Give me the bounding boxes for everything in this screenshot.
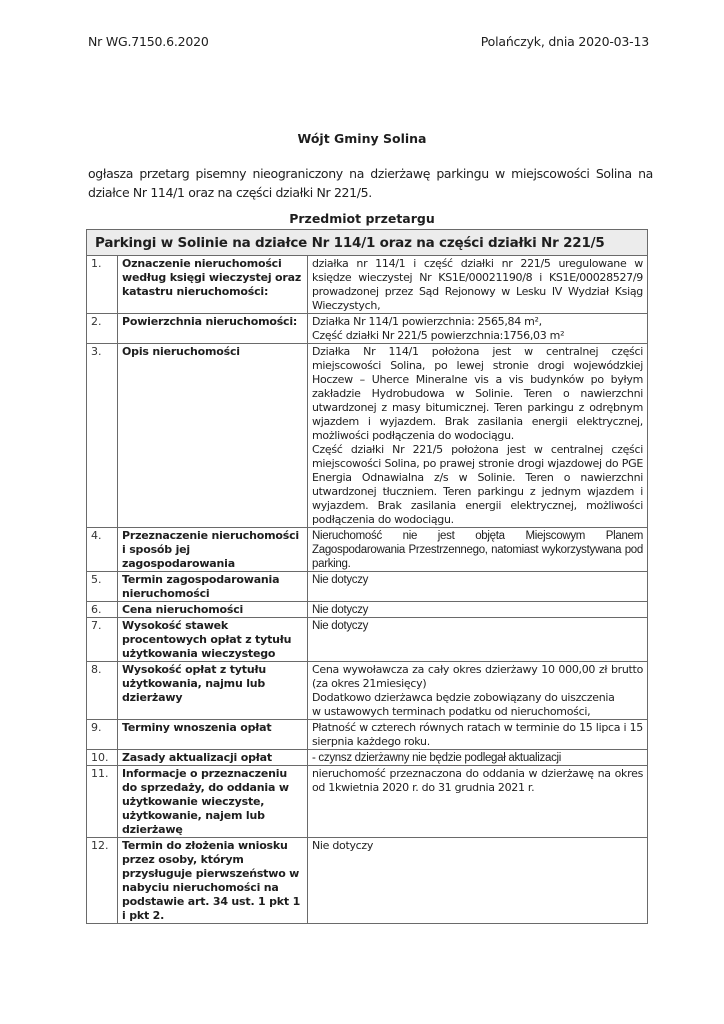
row-value bbox=[308, 256, 648, 314]
document-header bbox=[88, 34, 649, 49]
row-value-paragraph: Część działki Nr 221/5 powierzchnia:1756,03 m² bbox=[312, 329, 565, 342]
row-value bbox=[308, 314, 648, 344]
row-label: Wysokość opłat z tytułu użytkowania, najmu lub dzierżawy bbox=[118, 662, 308, 720]
row-value-paragraph: w ustawowych terminach podatku od nieruchomości, bbox=[312, 705, 591, 718]
row-label: Wysokość stawek procentowych opłat z tytułu użytkowania wieczystego bbox=[118, 618, 308, 662]
subject-title: Przedmiot przetargu bbox=[289, 211, 435, 226]
row-value-paragraph: Dodatkowo dzierżawca będzie zobowiązany do uiszczenia bbox=[312, 691, 615, 704]
row-value-paragraph: nieruchomość przeznaczona do oddania w dzierżawę na okres od 1kwietnia 2020 r. do 31 grudnia 2021 r. bbox=[312, 767, 643, 794]
reference-number: Nr WG.7150.6.2020 bbox=[88, 34, 209, 49]
row-number: 8. bbox=[87, 662, 118, 720]
table-row bbox=[87, 344, 648, 528]
row-value bbox=[308, 618, 648, 662]
row-value bbox=[308, 838, 648, 924]
table-row bbox=[87, 720, 648, 750]
row-number: 10. bbox=[87, 750, 118, 766]
row-number: 4. bbox=[87, 528, 118, 572]
table-row bbox=[87, 766, 648, 838]
row-label: Oznaczenie nieruchomości według księgi wieczystej oraz katastru nieruchomości: bbox=[118, 256, 308, 314]
table-row bbox=[87, 528, 648, 572]
row-value-paragraph: Działka Nr 114/1 położona jest w centralnej części miejscowości Solina, po lewej stronie drogi wojewódzkiej Hoczew – Uherce Mineralne vis a vis budynków po byłym zakładzie Hydrobudowa w Solinie. Teren o nawierzchni utwardzonej z masy bitumicznej. Teren parkingu z odrębnym wjazdem i wyjazdem. Brak zasilania energii elektrycznej, możliwości podłączenia do wodociągu. bbox=[312, 345, 643, 442]
row-value-paragraph: Płatność w czterech równych ratach w terminie do 15 lipca i 15 sierpnia każdego roku. bbox=[312, 721, 643, 748]
row-value-paragraph: Nie dotyczy bbox=[312, 574, 369, 586]
row-value bbox=[308, 750, 648, 766]
row-value bbox=[308, 602, 648, 618]
row-value bbox=[308, 766, 648, 838]
table-row bbox=[87, 750, 648, 766]
row-label: Przeznaczenie nieruchomości i sposób jej zagospodarowania bbox=[118, 528, 308, 572]
row-number: 5. bbox=[87, 572, 118, 602]
row-value bbox=[308, 572, 648, 602]
issuer-title: Wójt Gminy Solina bbox=[297, 131, 427, 146]
row-value-paragraph: - czynsz dzierżawny nie będzie podlegał aktualizacji bbox=[312, 752, 562, 764]
row-number: 6. bbox=[87, 602, 118, 618]
table-row bbox=[87, 618, 648, 662]
row-number: 9. bbox=[87, 720, 118, 750]
table-row bbox=[87, 572, 648, 602]
row-label: Powierzchnia nieruchomości: bbox=[118, 314, 308, 344]
row-value-paragraph: Cena wywoławcza za cały okres dzierżawy 10 000,00 zł brutto (za okres 21miesięcy) bbox=[312, 663, 643, 690]
row-value bbox=[308, 344, 648, 528]
row-value-paragraph: Nie dotyczy bbox=[312, 604, 369, 616]
row-number: 12. bbox=[87, 838, 118, 924]
table-row bbox=[87, 314, 648, 344]
row-value bbox=[308, 662, 648, 720]
row-number: 11. bbox=[87, 766, 118, 838]
row-value-paragraph: Nie dotyczy bbox=[312, 839, 374, 852]
tender-table bbox=[86, 229, 648, 924]
intro-paragraph: ogłasza przetarg pisemny nieograniczony na dzierżawę parkingu w miejscowości Solina na działce Nr 114/1 oraz na części działki Nr 221/5. bbox=[88, 166, 653, 200]
row-value-paragraph: Nieruchomość nie jest objęta Miejscowym Planem Zagospodarowania Przestrzennego, natomiast wykorzystywana pod parking. bbox=[312, 530, 643, 570]
row-label: Opis nieruchomości bbox=[118, 344, 308, 528]
row-number: 2. bbox=[87, 314, 118, 344]
row-value bbox=[308, 528, 648, 572]
row-label: Terminy wnoszenia opłat bbox=[118, 720, 308, 750]
row-number: 3. bbox=[87, 344, 118, 528]
row-label: Cena nieruchomości bbox=[118, 602, 308, 618]
row-value-paragraph: Część działki Nr 221/5 położona jest w centralnej części miejscowości Solina, po prawej stronie drogi wjazdowej do PGE Energia Odnawialna z/s w Solinie. Teren o nawierzchni utwardzonej tłuczniem. Teren parkingu z jednym wjazdem i wyjazdem. Brak zasilania energii elektrycznej, możliwości podłączenia do wodociągu. bbox=[312, 443, 643, 526]
place-date: Polańczyk, dnia 2020-03-13 bbox=[480, 34, 649, 49]
row-label: Termin zagospodarowania nieruchomości bbox=[118, 572, 308, 602]
row-number: 1. bbox=[87, 256, 118, 314]
table-row bbox=[87, 838, 648, 924]
row-label: Zasady aktualizacji opłat bbox=[118, 750, 308, 766]
row-value bbox=[308, 720, 648, 750]
row-number: 7. bbox=[87, 618, 118, 662]
table-header: Parkingi w Solinie na działce Nr 114/1 oraz na części działki Nr 221/5 bbox=[87, 230, 648, 256]
table-row bbox=[87, 602, 648, 618]
table-row bbox=[87, 662, 648, 720]
row-label: Termin do złożenia wniosku przez osoby, którym przysługuje pierwszeństwo w nabyciu nieruchomości na podstawie art. 34 ust. 1 pkt 1 i pkt 2. bbox=[118, 838, 308, 924]
row-value-paragraph: Działka Nr 114/1 powierzchnia: 2565,84 m², bbox=[312, 315, 542, 328]
table-header-row bbox=[87, 230, 648, 256]
row-label: Informacje o przeznaczeniu do sprzedaży, do oddania w użytkowanie wieczyste, użytkowanie, najem lub dzierżawę bbox=[118, 766, 308, 838]
row-value-paragraph: działka nr 114/1 i część działki nr 221/5 uregulowane w księdze wieczystej Nr KS1E/00021190/8 i KS1E/00028527/9 prowadzonej przez Sąd Rejonowy w Lesku IV Wydział Ksiąg Wieczystych, bbox=[312, 257, 643, 312]
row-value-paragraph: Nie dotyczy bbox=[312, 620, 369, 632]
table-row bbox=[87, 256, 648, 314]
